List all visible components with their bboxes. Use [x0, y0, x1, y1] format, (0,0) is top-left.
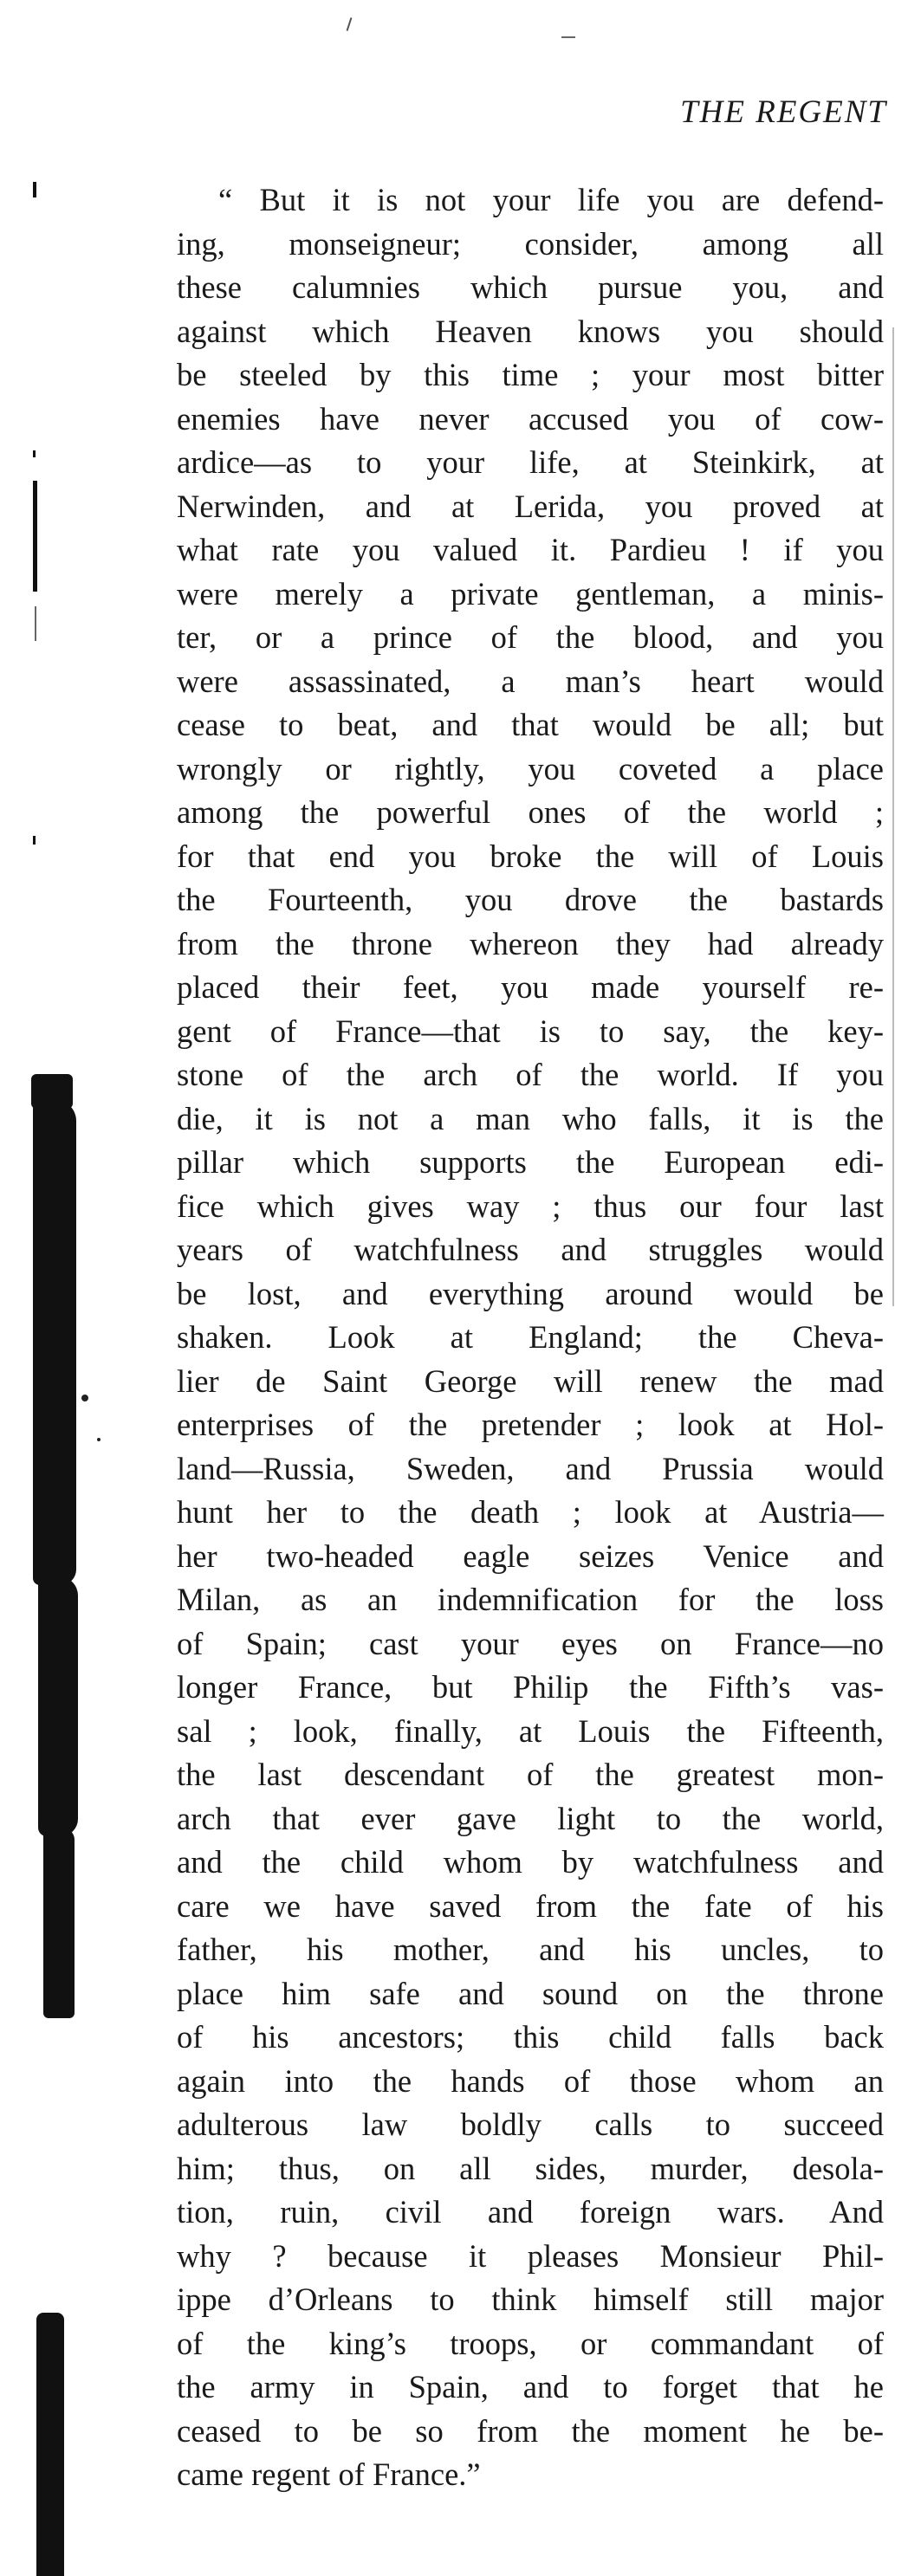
margin-mark	[33, 836, 36, 845]
text-line: enterprises of the pretender ; look at Hol-	[177, 1407, 884, 1442]
text-line: cease to beat, and that would be all; but	[177, 707, 884, 742]
text-line: from the throne whereon they had already	[177, 925, 884, 961]
text-line: were assassinated, a man’s heart would	[177, 663, 884, 699]
text-line: were merely a private gentleman, a minis-	[177, 575, 884, 612]
text-line: ippe d’Orleans to think himself still major	[177, 2282, 884, 2317]
text-line: lier de Saint George will renew the mad	[177, 1362, 884, 1399]
text-line: placed their feet, you made yourself re-	[177, 969, 884, 1005]
text-line: again into the hands of those whom an	[177, 2062, 884, 2099]
margin-mark	[43, 1828, 75, 2018]
text-line: among the powerful ones of the world ;	[177, 794, 884, 830]
text-line: the Fourteenth, you drove the bastards	[177, 882, 884, 917]
text-line: sal ; look, finally, at Louis the Fifteenth,	[177, 1712, 884, 1749]
text-line: longer France, but Philip the Fifth’s vas-	[177, 1669, 884, 1705]
text-line: be steeled by this time ; your most bitter	[177, 357, 884, 392]
text-line: these calumnies which pursue you, and	[177, 269, 884, 305]
text-line: why ? because it pleases Monsieur Phil-	[177, 2237, 884, 2274]
text-line: of his ancestors; this child falls back	[177, 2019, 884, 2055]
text-line: hunt her to the death ; look at Austria—	[177, 1494, 884, 1530]
scan-mark	[347, 17, 353, 31]
margin-mark	[33, 450, 36, 457]
margin-speck	[97, 1438, 101, 1441]
text-line: what rate you valued it. Pardieu ! if you	[177, 532, 884, 567]
text-line: father, his mother, and his uncles, to	[177, 1932, 884, 1967]
text-line: be lost, and everything around would be	[177, 1275, 884, 1311]
text-line: against which Heaven knows you should	[177, 313, 884, 349]
margin-mark	[35, 606, 36, 641]
text-line: adulterous law boldly calls to succeed	[177, 2107, 884, 2142]
text-line: Milan, as an indemnification for the loss	[177, 1582, 884, 1617]
margin-mark	[33, 1100, 76, 1585]
text-line: care we have saved from the fate of his	[177, 1887, 884, 1924]
scan-mark	[561, 36, 575, 38]
text-line: arch that ever gave light to the world,	[177, 1800, 884, 1836]
text-line: gent of France—that is to say, the key-	[177, 1013, 884, 1049]
text-line: land—Russia, Sweden, and Prussia would	[177, 1450, 884, 1486]
text-line: the last descendant of the greatest mon-	[177, 1757, 884, 1792]
text-line: “ But it is not your life you are defend-	[218, 182, 884, 217]
text-line: and the child whom by watchfulness and	[177, 1844, 884, 1880]
running-head: THE REGENT	[680, 94, 887, 130]
text-line: ter, or a prince of the blood, and you	[177, 619, 884, 655]
text-line: die, it is not a man who falls, it is the	[177, 1100, 884, 1136]
margin-mark	[38, 1576, 78, 1836]
text-line: enemies have never accused you of cow-	[177, 400, 884, 437]
text-line: pillar which supports the European edi-	[177, 1144, 884, 1180]
text-line: ing, monseigneur; consider, among all	[177, 225, 884, 262]
text-line: shaken. Look at England; the Cheva-	[177, 1319, 884, 1355]
text-line: stone of the arch of the world. If you	[177, 1057, 884, 1092]
text-line: tion, ruin, civil and foreign wars. And	[177, 2194, 884, 2230]
text-line: of Spain; cast your eyes on France—no	[177, 1625, 884, 1661]
page-edge-rule	[892, 327, 894, 1306]
text-line: wrongly or rightly, you coveted a place	[177, 750, 884, 786]
text-line: ardice—as to your life, at Steinkirk, at	[177, 444, 884, 480]
text-line: him; thus, on all sides, murder, desola-	[177, 2150, 884, 2186]
margin-mark	[33, 481, 37, 592]
margin-mark	[36, 2313, 64, 2576]
text-line: place him safe and sound on the throne	[177, 1975, 884, 2011]
text-line: fice which gives way ; thus our four last	[177, 1188, 884, 1224]
text-line: of the king’s troops, or commandant of	[177, 2325, 884, 2361]
body-text	[177, 178, 884, 2497]
text-line: Nerwinden, and at Lerida, you proved at	[177, 488, 884, 524]
text-line: her two-headed eagle seizes Venice and	[177, 1537, 884, 1574]
margin-mark	[33, 182, 36, 197]
text-line: years of watchfulness and struggles would	[177, 1232, 884, 1267]
text-line: ceased to be so from the moment he be-	[177, 2412, 884, 2449]
text-line: came regent of France.”	[177, 2456, 481, 2492]
text-line: the army in Spain, and to forget that he	[177, 2369, 884, 2404]
text-line: for that end you broke the will of Louis	[177, 838, 884, 874]
margin-speck	[81, 1395, 88, 1401]
